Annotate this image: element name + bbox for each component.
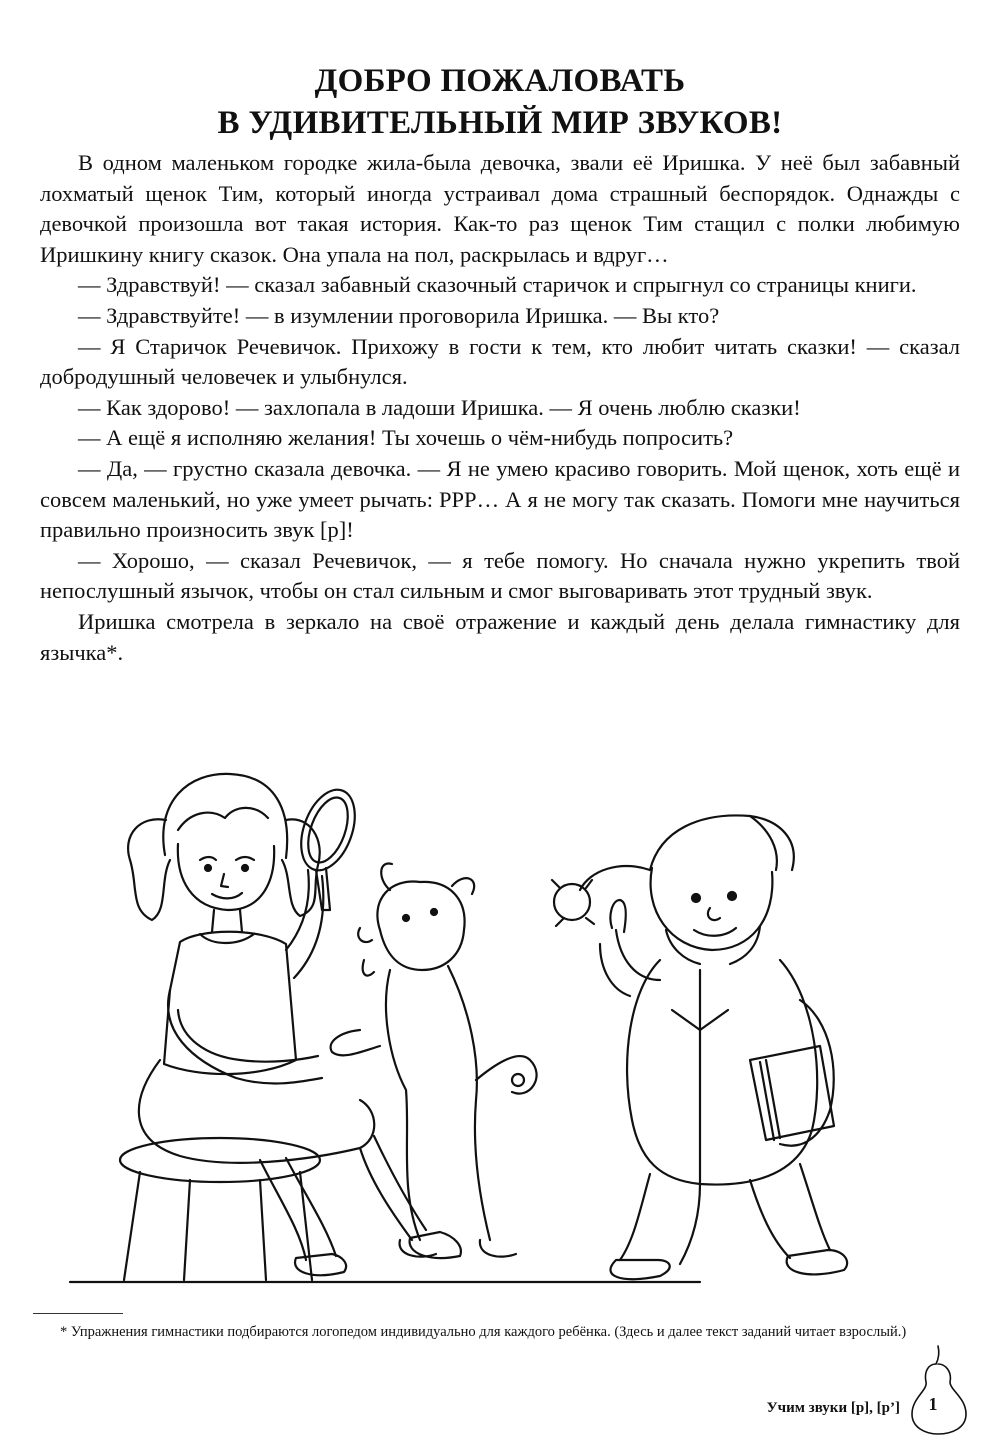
story-paragraph: — Хорошо, — сказал Речевичок, — я тебе помогу. Но сначала нужно укрепить твой непослушный язычок, чтобы он стал сильным и смог выговаривать этот трудный звук.: [40, 547, 960, 604]
story-paragraph: — Я Старичок Речевичок. Прихожу в гости к тем, кто любит читать сказки! — сказал добродушный человечек и улыбнулся.: [40, 333, 960, 390]
story-text: [40, 148, 960, 668]
story-paragraph: — А ещё я исполняю желания! Ты хочешь о чём-нибудь попросить?: [78, 425, 734, 451]
old-man-figure: [552, 815, 847, 1279]
coloring-illustration: [60, 760, 960, 1300]
footnote-text: * Упражнения гимнастики подбираются логопедом индивидуально для каждого ребёнка. (Здесь и далее текст заданий читает взрослый.): [60, 1324, 907, 1340]
story-paragraph: Иришка смотрела в зеркало на своё отражение и каждый день делала гимнастику для язычка*.: [40, 608, 960, 665]
title-line-2: В УДИВИТЕЛЬНЫЙ МИР ЗВУКОВ!: [217, 105, 783, 141]
story-paragraph: — Как здорово! — захлопала в ладоши Иришка. — Я очень люблю сказки!: [78, 394, 801, 420]
story-paragraph: В одном маленьком городке жила-была девочка, звали её Иришка. У неё был забавный лохматый щенок Тим, который иногда устраивал дома страшный беспорядок. Однажды с девочкой произошла вот такая история. Как-то раз щенок Тим стащил с полки любимую Иришкину книгу сказок. Она упала на пол, раскрылась и вдруг…: [40, 150, 960, 267]
page-number: 1: [928, 1394, 938, 1414]
puppy-figure: [331, 863, 537, 1256]
girl-figure: [128, 774, 461, 1275]
page-title: [0, 60, 1000, 144]
story-paragraph: — Здравствуй! — сказал забавный сказочный старичок и спрыгнул со страницы книги.: [78, 272, 917, 298]
footnote-rule: [33, 1313, 123, 1314]
pear-icon: [898, 1340, 978, 1436]
footnote: [42, 1321, 962, 1343]
running-footer-title: Учим звуки [р], [р’]: [766, 1400, 900, 1416]
story-paragraph: — Здравствуйте! — в изумлении проговорила Иришка. — Вы кто?: [78, 302, 720, 328]
title-line-1: ДОБРО ПОЖАЛОВАТЬ: [314, 63, 686, 99]
story-paragraph: — Да, — грустно сказала девочка. — Я не умею красиво говорить. Мой щенок, хоть ещё и совсем маленький, но уже умеет рычать: РРР… А я не могу так сказать. Помоги мне научиться правильно произносить звук [р]!: [40, 455, 960, 543]
